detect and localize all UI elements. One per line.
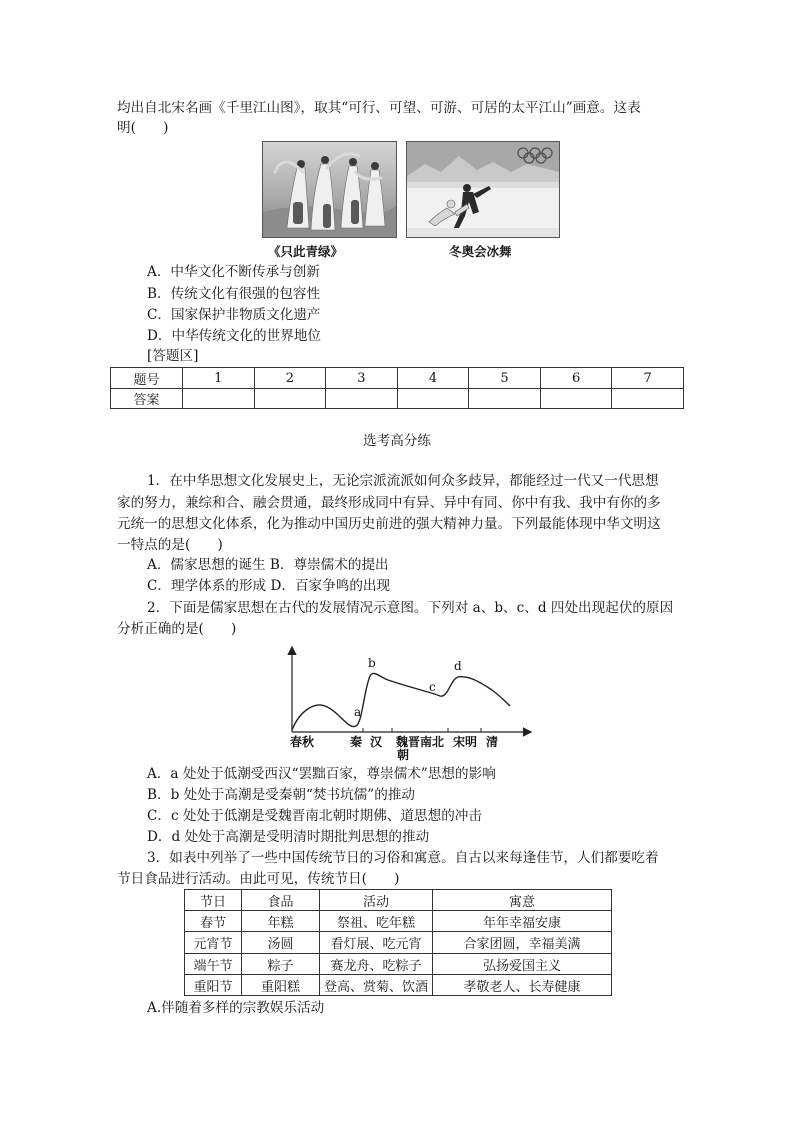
- axis-label-qin: 秦: [350, 735, 363, 749]
- food-cell: 重阳糕: [242, 975, 320, 996]
- q2-option-d: D．d 处处于高潮是受明清时期批判思想的推动: [147, 829, 430, 845]
- food-cell: 汤圆: [242, 932, 320, 954]
- intro-line-1: 均出自北宋名画《千里江山图》，取其“可行、可望、可游、可居的太平江山”画意。这表: [117, 100, 641, 116]
- axis-label-chunqiu: 春秋: [290, 735, 315, 749]
- food-cell: 粽子: [242, 954, 320, 975]
- festival-table-header: 节日: [185, 890, 242, 911]
- point-label-d: d: [454, 659, 462, 673]
- question-number: 6: [540, 368, 612, 389]
- answer-area-label: [答题区]: [147, 348, 199, 364]
- dance-photo-image: [263, 142, 396, 237]
- ice-dance-photo: [406, 141, 560, 238]
- q3-line-2: 节日食品进行活动。由此可见，传统节日( ): [117, 871, 400, 887]
- festival-table-header-row: [185, 890, 612, 911]
- festival-cell: 重阳节: [185, 975, 242, 996]
- q2-line-1: 2．下面是儒家思想在古代的发展情况示意图。下列对 a、b、c、d 四处出现起伏的原因: [147, 600, 674, 616]
- axis-label-han: 汉: [370, 735, 383, 749]
- answer-cell: [326, 389, 398, 409]
- axis-label-chao: 朝: [397, 748, 410, 762]
- answer-cell: [397, 389, 469, 409]
- table-row: [185, 932, 612, 954]
- answer-table-answer-row: [111, 389, 684, 409]
- answer-cell: [183, 389, 255, 409]
- prev-option-a: A．中华文化不断传承与创新: [147, 264, 320, 280]
- q1-options-cd: C．理学体系的形成 D．百家争鸣的出现: [147, 578, 391, 594]
- activity-cell: 看灯展、吃元宵: [320, 932, 433, 954]
- answer-table: [110, 367, 684, 409]
- q2-option-c: C．c 处处于低潮是受魏晋南北朝时期佛、道思想的冲击: [147, 808, 482, 824]
- festival-cell: 元宵节: [185, 932, 242, 954]
- section-title: 选考高分练: [363, 433, 431, 449]
- q3-line-1: 3．如表中列举了一些中国传统节日的习俗和寓意。自古以来每逢佳节，人们都要吃着: [147, 850, 659, 866]
- q2-line-2: 分析正确的是( ): [117, 621, 237, 637]
- axis-label-qing: 清: [486, 735, 499, 749]
- prev-option-b: B．传统文化有很强的包容性: [147, 286, 321, 302]
- festival-table-header: 活动: [320, 890, 433, 911]
- prev-option-c: C．国家保护非物质文化遗产: [147, 307, 321, 323]
- meaning-cell: 孝敬老人、长寿健康: [433, 975, 612, 996]
- festival-table: [184, 889, 612, 996]
- question-number: 5: [469, 368, 541, 389]
- q1-line-1: 1．在中华思想文化发展史上，无论宗派流派如何众多歧异，都能经过一代又一代思想: [147, 473, 659, 489]
- activity-cell: 祭祖、吃年糕: [320, 911, 433, 932]
- answer-cell: [254, 389, 326, 409]
- axis-label-songming: 宋明: [453, 735, 478, 749]
- question-number: 3: [326, 368, 398, 389]
- answer-cell: [612, 389, 684, 409]
- question-number: 7: [612, 368, 684, 389]
- meaning-cell: 弘扬爱国主义: [433, 954, 612, 975]
- meaning-cell: 合家团圆，幸福美满: [433, 932, 612, 954]
- intro-line-2: 明( ): [117, 120, 169, 136]
- activity-cell: 登高、赏菊、饮酒: [320, 975, 433, 996]
- answer-table-row-header: 题号: [111, 368, 183, 389]
- answer-table-answer-header: 答案: [111, 389, 183, 409]
- table-row: [185, 911, 612, 932]
- festival-cell: 春节: [185, 911, 242, 932]
- point-label-b: b: [368, 656, 376, 670]
- q1-line-4: 一特点的是( ): [117, 537, 223, 553]
- point-label-a: a: [354, 705, 362, 719]
- prev-option-d: D．中华传统文化的世界地位: [147, 328, 322, 344]
- dance-photo-caption: 《只此青绿》: [268, 244, 344, 259]
- table-row: [185, 954, 612, 975]
- answer-cell: [540, 389, 612, 409]
- question-number: 4: [397, 368, 469, 389]
- activity-cell: 赛龙舟、吃粽子: [320, 954, 433, 975]
- ice-dance-photo-caption: 冬奥会冰舞: [449, 244, 512, 259]
- festival-table-header: 食品: [242, 890, 320, 911]
- point-label-c: c: [429, 680, 436, 694]
- q2-option-b: B．b 处处于高潮是受秦朝“焚书坑儒”的推动: [147, 787, 416, 803]
- q1-line-3: 元统一的思想文化体系，化为推动中国历史前进的强大精神力量。下列最能体现中华文明这: [117, 516, 661, 532]
- confucianism-development-diagram: [280, 640, 538, 764]
- ice-dance-photo-image: [407, 142, 559, 237]
- question-number: 2: [254, 368, 326, 389]
- q2-option-a: A．a 处处于低潮受西汉“罢黜百家，尊崇儒术”思想的影响: [147, 766, 496, 782]
- table-row: [185, 975, 612, 996]
- dance-photo: [262, 141, 397, 238]
- q1-options-ab: A．儒家思想的诞生 B．尊崇儒术的提出: [147, 557, 389, 573]
- answer-table-number-row: [111, 368, 684, 389]
- q1-line-2: 家的努力，兼综和合、融会贯通，最终形成同中有异、异中有同、你中有我、我中有你的多: [117, 495, 661, 511]
- q3-option-a: A.伴随着多样的宗教娱乐活动: [147, 1000, 325, 1016]
- axis-label-weijin-nanbei: 魏晋南北: [396, 735, 445, 749]
- meaning-cell: 年年幸福安康: [433, 911, 612, 932]
- question-number: 1: [183, 368, 255, 389]
- festival-table-header: 寓意: [433, 890, 612, 911]
- festival-cell: 端午节: [185, 954, 242, 975]
- food-cell: 年糕: [242, 911, 320, 932]
- development-curve: [292, 673, 510, 730]
- answer-cell: [469, 389, 541, 409]
